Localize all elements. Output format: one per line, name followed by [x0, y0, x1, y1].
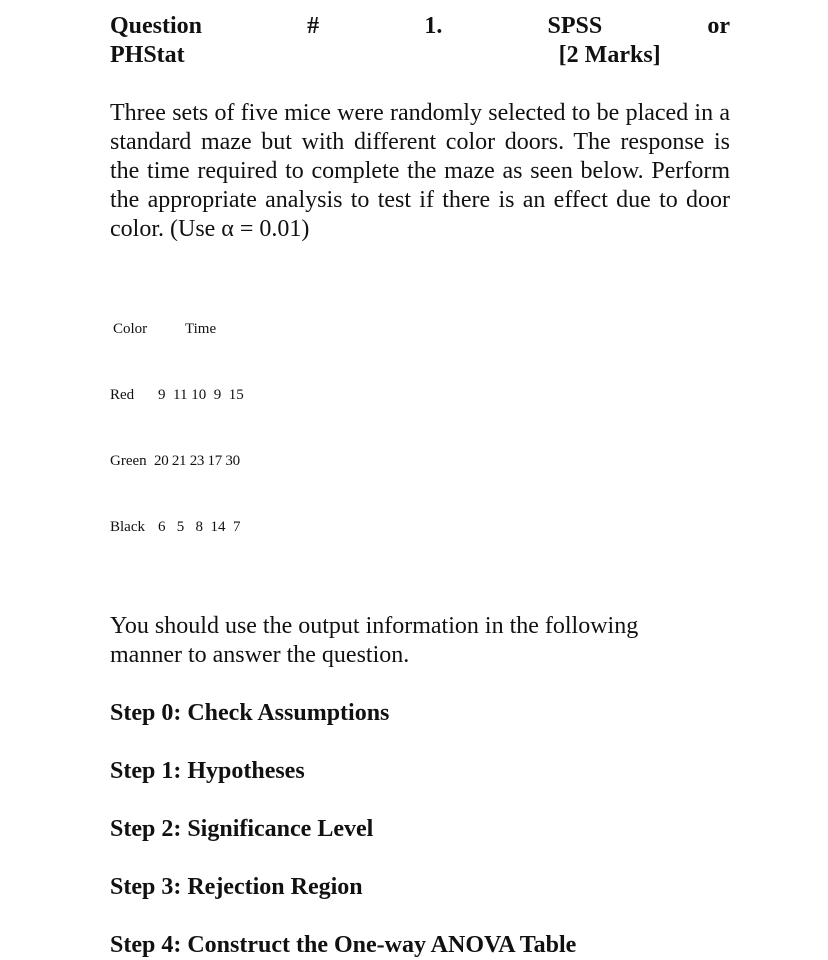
- software-name: SPSS: [547, 13, 603, 39]
- table-header-row: [110, 318, 730, 340]
- row-color: Green: [110, 453, 147, 469]
- step-3: Step 3: Rejection Region: [110, 874, 363, 900]
- row-color: Black: [110, 519, 145, 535]
- row-color: Red: [110, 387, 135, 403]
- step-4: Step 4: Construct the One-way ANOVA Table: [110, 932, 577, 958]
- intro-paragraph: Three sets of five mice were randomly selected to be placed in a standard maze but with different color doors. The response is the time required to complete the maze as seen below. Perform the appropriate analysis to test if there is an effect due to door color. (Use α = 0.01): [110, 100, 730, 242]
- row-times: 20 21 23 17 30: [154, 453, 240, 469]
- alt-software-name: PHStat: [110, 42, 185, 68]
- heading-line-1: [110, 12, 730, 41]
- or-word: or: [707, 13, 730, 39]
- table-row: [110, 516, 730, 538]
- header-color: Color: [113, 321, 148, 337]
- row-times: 9 11 10 9 15: [158, 387, 244, 403]
- question-heading: [110, 12, 730, 70]
- document-page: [110, 0, 730, 960]
- question-word: Question: [110, 13, 203, 39]
- header-time: Time: [185, 321, 217, 337]
- table-row: [110, 384, 730, 406]
- instruction-paragraph: You should use the output information in the following manner to answer the question.: [110, 613, 639, 668]
- marks-label: [2 Marks]: [558, 42, 661, 68]
- heading-line-2: [110, 41, 730, 70]
- step-0: Step 0: Check Assumptions: [110, 700, 390, 726]
- row-times: 6 5 8 14 7: [158, 519, 241, 535]
- step-2: Step 2: Significance Level: [110, 816, 374, 842]
- hash-symbol: #: [307, 13, 320, 39]
- table-row: [110, 450, 730, 472]
- data-table: [110, 274, 730, 582]
- question-number: 1.: [424, 13, 443, 39]
- step-1: Step 1: Hypotheses: [110, 758, 305, 784]
